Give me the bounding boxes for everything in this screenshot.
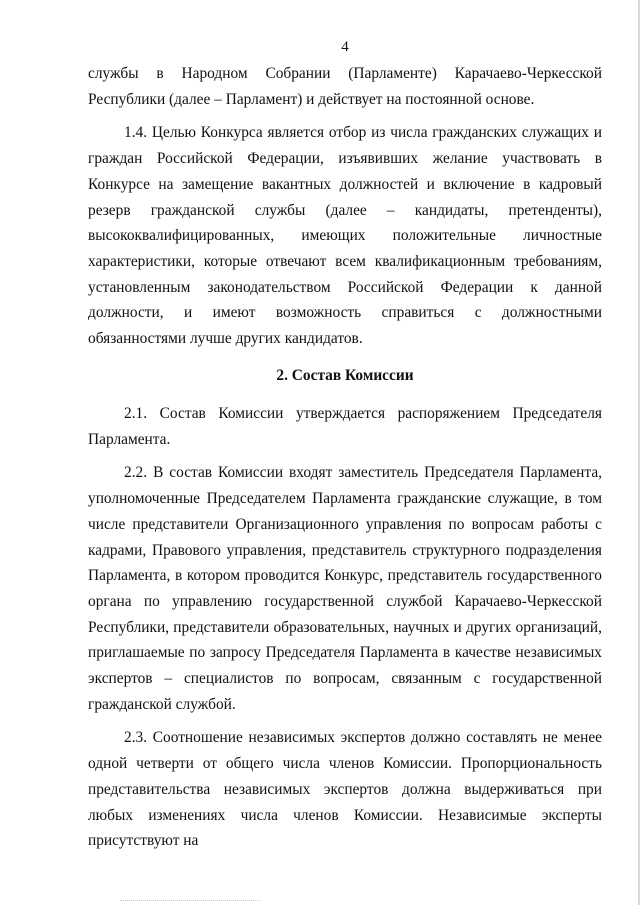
section-2-heading: 2. Состав Комиссии <box>276 367 414 384</box>
paragraph-2-1: 2.1. Состав Комиссии утверждается распоряжением Председателя Парламента. <box>88 405 602 448</box>
scan-bottom-artifact <box>120 900 260 903</box>
page-number: 4 <box>341 39 349 55</box>
section2-body <box>88 401 602 854</box>
paragraph-2-3: 2.3. Соотношение независимых экспертов должно составлять не менее одной четверти от общего числа членов Комиссии. Пропорциональность представительства независимых экспертов должна выдерживаться при любых изменениях числа членов Комиссии. Независимые эксперты присутствуют на <box>88 729 602 850</box>
paragraph-1-4: 1.4. Целью Конкурса является отбор из числа гражданских служащих и граждан Российской Федерации, изъявивших желание участвовать в Конкурсе на замещение вакантных должностей и включение в кадровый резерв гражданской службы (далее – кандидаты, претенденты), высококвалифицированных, имеющих положительные личностные характеристики, которые отвечают всем квалификационным требованиям, установленным законодательством Российской Федерации к данной должности, и имеют возможность справиться с должностными обязанностями лучше других кандидатов. <box>88 124 602 348</box>
section1-body <box>88 61 602 352</box>
paragraph-2-2: 2.2. В состав Комиссии входят заместитель Председателя Парламента, уполномоченные Председателем Парламента гражданские служащие, в том числе представители Организационного управления по вопросам работы с кадрами, Правового управления, представитель структурного подразделения Парламента, в котором проводится Конкурс, представитель государственного органа по управлению государственной службой Карачаево-Черкесской Республики, представители образовательных, научных и других организаций, приглашаемые по запросу Председателя Парламента в качестве независимых экспертов – специалистов по вопросам, связанным с государственной гражданской службой. <box>88 464 602 713</box>
section1-continuation-paragraph: службы в Народном Собрании (Парламенте) Карачаево-Черкесской Республики (далее – Парламент) и действует на постоянной основе. <box>88 65 602 108</box>
